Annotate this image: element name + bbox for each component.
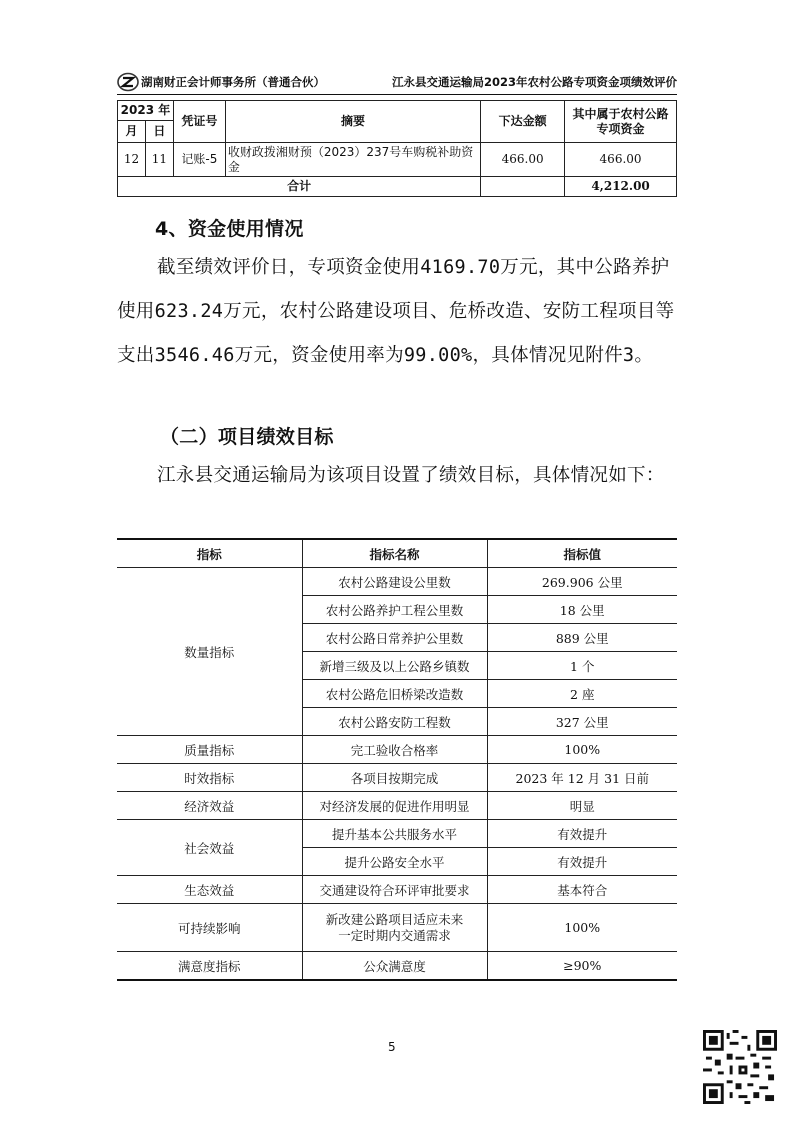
indicator-name: 提升基本公共服务水平 <box>302 820 487 848</box>
col-rural-funds: 其中属于农村公路专项资金 <box>565 101 677 143</box>
indicator-value: 269.906 公里 <box>487 568 677 596</box>
indicator-value: 327 公里 <box>487 708 677 736</box>
firm-name: 湖南财正会计师事务所（普通合伙） <box>141 75 325 89</box>
indicator-name: 新增三级及以上公路乡镇数 <box>302 652 487 680</box>
indicator-value: 1 个 <box>487 652 677 680</box>
col-year: 2023 年 <box>118 101 174 121</box>
indicator-value: 18 公里 <box>487 596 677 624</box>
col-day: 日 <box>145 121 173 143</box>
col-amount: 下达金额 <box>481 101 565 143</box>
section-heading-funds-usage: 4、资金使用情况 <box>155 218 304 240</box>
indicator-name: 提升公路安全水平 <box>302 848 487 876</box>
indicator-name: 公众满意度 <box>302 952 487 981</box>
paragraph-funds-usage: 截至绩效评价日，专项资金使用4169.70万元，其中公路养护使用623.24万元，农村公路建设项目、危桥改造、安防工程项目等支出3546.46万元，资金使用率为99.00%，具体情况见附件3。 <box>117 257 675 366</box>
category-quality: 质量指标 <box>117 736 302 764</box>
indicator-value: ≥90% <box>487 952 677 981</box>
table-row <box>117 952 677 981</box>
table-row <box>117 764 677 792</box>
funds-table <box>117 100 677 197</box>
indicator-name: 新改建公路项目适应未来一定时期内交通需求 <box>302 904 487 952</box>
firm-logo-icon <box>117 72 139 92</box>
indicator-name: 农村公路建设公里数 <box>302 568 487 596</box>
indicator-name: 各项目按期完成 <box>302 764 487 792</box>
indicator-name: 农村公路养护工程公里数 <box>302 596 487 624</box>
paragraph-goals: 江永县交通运输局为该项目设置了绩效目标，具体情况如下： <box>157 465 665 486</box>
indicator-value: 889 公里 <box>487 624 677 652</box>
col-month: 月 <box>118 121 146 143</box>
qr-code-icon <box>703 1030 777 1104</box>
category-ecological: 生态效益 <box>117 876 302 904</box>
page-number: 5 <box>388 1040 396 1054</box>
category-sustainable: 可持续影响 <box>117 904 302 952</box>
indicator-value: 明显 <box>487 792 677 820</box>
col-summary: 摘要 <box>225 101 480 143</box>
category-timeliness: 时效指标 <box>117 764 302 792</box>
indicator-name: 对经济发展的促进作用明显 <box>302 792 487 820</box>
table-row <box>117 736 677 764</box>
table-row <box>117 792 677 820</box>
table-row <box>118 143 677 177</box>
table-row <box>117 820 677 848</box>
indicator-name: 交通建设符合环评审批要求 <box>302 876 487 904</box>
table-row <box>117 876 677 904</box>
col-indicator: 指标 <box>117 539 302 568</box>
cell-summary: 收财政拨湘财预（2023）237号车购税补助资金 <box>225 143 480 177</box>
goals-table <box>117 538 677 981</box>
col-voucher: 凭证号 <box>173 101 225 143</box>
cell-amount: 466.00 <box>481 143 565 177</box>
cell-month: 12 <box>118 143 146 177</box>
category-satisfaction: 满意度指标 <box>117 952 302 981</box>
indicator-value: 基本符合 <box>487 876 677 904</box>
table-row <box>117 568 677 596</box>
category-social: 社会效益 <box>117 820 302 876</box>
cell-day: 11 <box>145 143 173 177</box>
category-economic: 经济效益 <box>117 792 302 820</box>
total-label: 合计 <box>118 177 481 197</box>
report-title: 江永县交通运输局2023年农村公路专项资金项绩效评价 <box>391 75 677 89</box>
table-row <box>117 904 677 952</box>
total-value: 4,212.00 <box>565 177 677 197</box>
col-indicator-value: 指标值 <box>487 539 677 568</box>
total-row <box>118 177 677 197</box>
indicator-name: 完工验收合格率 <box>302 736 487 764</box>
header-left <box>117 72 325 92</box>
indicator-name: 农村公路危旧桥梁改造数 <box>302 680 487 708</box>
indicator-value: 2 座 <box>487 680 677 708</box>
indicator-name: 农村公路安防工程数 <box>302 708 487 736</box>
cell-rural: 466.00 <box>565 143 677 177</box>
indicator-value: 2023 年 12 月 31 日前 <box>487 764 677 792</box>
cell-voucher: 记账-5 <box>173 143 225 177</box>
indicator-value: 有效提升 <box>487 848 677 876</box>
page-header <box>117 70 677 95</box>
category-quantity: 数量指标 <box>117 568 302 736</box>
indicator-value: 100% <box>487 736 677 764</box>
col-indicator-name: 指标名称 <box>302 539 487 568</box>
total-amount-empty <box>481 177 565 197</box>
section-heading-goals: （二）项目绩效目标 <box>160 426 334 448</box>
indicator-value: 有效提升 <box>487 820 677 848</box>
indicator-name: 农村公路日常养护公里数 <box>302 624 487 652</box>
indicator-value: 100% <box>487 904 677 952</box>
